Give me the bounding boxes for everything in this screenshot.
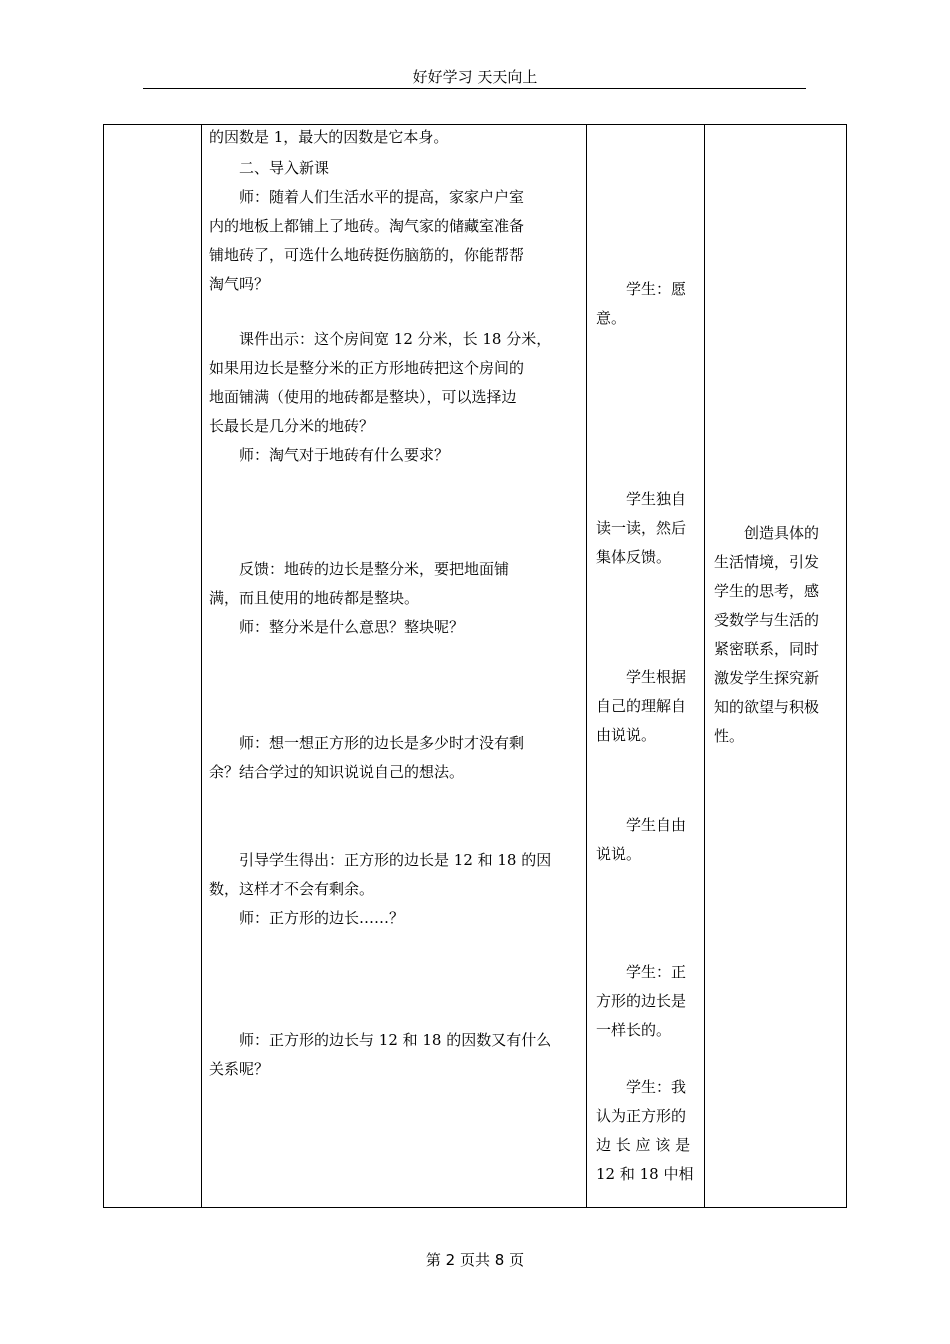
intent-line: 紧密联系，同时 (714, 640, 820, 658)
process-line: 二、导入新课 (209, 159, 330, 177)
process-line: 数，这样才不会有剩余。 (209, 880, 375, 898)
design-intent-cell (704, 125, 848, 1207)
process-line: 如果用边长是整分米的正方形地砖把这个房间的 (209, 359, 525, 377)
student-line: 学生自由 (596, 816, 687, 834)
student-line: 方形的边长是 (596, 992, 687, 1010)
student-activity-cell (586, 125, 704, 1207)
student-line: 一样长的。 (596, 1021, 672, 1039)
process-line: 引导学生得出：正方形的边长是 12 和 18 的因 (209, 851, 552, 869)
page-header-title: 好好学习 天天向上 (412, 68, 538, 86)
student-line: 12 和 18 中相 (596, 1165, 694, 1183)
process-line: 师：淘气对于地砖有什么要求？ (209, 446, 450, 464)
process-line: 师：正方形的边长……？ (209, 909, 405, 927)
student-line: 认为正方形的 (596, 1107, 687, 1125)
process-line: 淘气吗？ (209, 275, 270, 293)
process-line: 关系呢？ (209, 1060, 270, 1078)
student-line: 自己的理解自 (596, 697, 687, 715)
process-line: 的因数是 1，最大的因数是它本身。 (209, 128, 449, 146)
student-line: 学生：我 (596, 1078, 687, 1096)
process-line: 地面铺满（使用的地砖都是整块），可以选择边 (209, 388, 517, 406)
student-line: 读一读，然后 (596, 519, 687, 537)
intent-line: 学生的思考，感 (714, 582, 820, 600)
process-line: 师：整分米是什么意思？整块呢？ (209, 618, 465, 636)
student-line: 由说说。 (596, 726, 657, 744)
page-footer-number: 第 2 页共 8 页 (425, 1251, 525, 1269)
process-line: 课件出示：这个房间宽 12 分米，长 18 分米， (209, 330, 552, 348)
process-line: 师：正方形的边长与 12 和 18 的因数又有什么 (209, 1031, 552, 1049)
process-line: 反馈：地砖的边长是整分米，要把地面铺 (209, 560, 510, 578)
student-line: 意。 (596, 309, 627, 327)
lesson-table (103, 124, 847, 1208)
process-line: 余？结合学过的知识说说自己的想法。 (209, 763, 465, 781)
student-line: 说说。 (596, 845, 642, 863)
student-line: 学生：正 (596, 963, 687, 981)
process-line: 铺地砖了，可选什么地砖挺伤脑筋的，你能帮帮 (209, 246, 525, 264)
teaching-process-cell (201, 125, 586, 1207)
student-line: 学生独自 (596, 490, 687, 508)
process-line: 长最长是几分米的地砖？ (209, 417, 375, 435)
intent-line: 创造具体的 (714, 524, 820, 542)
intent-line: 激发学生探究新 (714, 669, 820, 687)
intent-line: 知的欲望与积极 (714, 698, 820, 716)
student-line: 集体反馈。 (596, 548, 672, 566)
intent-line: 生活情境，引发 (714, 553, 820, 571)
intent-line: 性。 (714, 727, 745, 745)
process-line: 内的地板上都铺上了地砖。淘气家的储藏室准备 (209, 217, 525, 235)
process-line: 师：随着人们生活水平的提高，家家户户室 (209, 188, 525, 206)
student-line: 边 长 应 该 是 (596, 1136, 691, 1154)
process-line: 满，而且使用的地砖都是整块。 (209, 589, 420, 607)
process-line: 师：想一想正方形的边长是多少时才没有剩 (209, 734, 525, 752)
student-line: 学生根据 (596, 668, 687, 686)
intent-line: 受数学与生活的 (714, 611, 820, 629)
student-line: 学生：愿 (596, 280, 687, 298)
header-rule (143, 88, 806, 89)
